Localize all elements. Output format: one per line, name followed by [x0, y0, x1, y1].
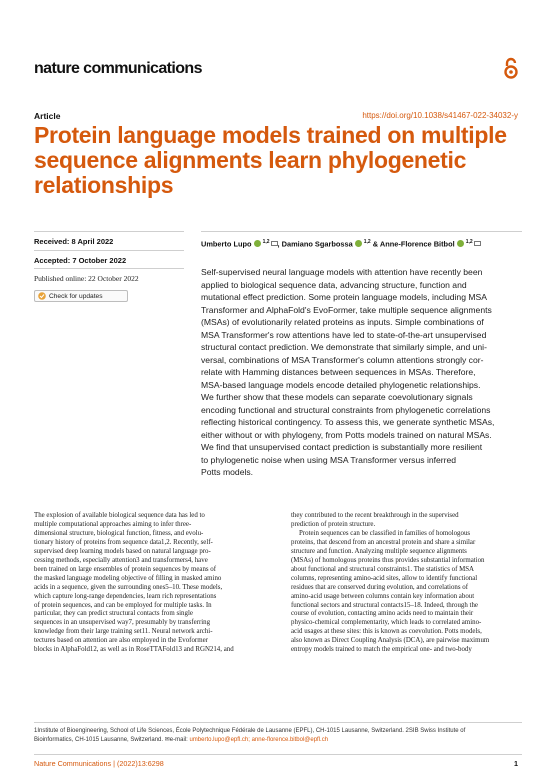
body-line: amino-acid usage between columns contain key information about — [291, 592, 475, 600]
affiliation-superscript: 1,2 — [465, 239, 473, 245]
abstract-line: reflecting historical contingency. To assess this, we generate synthetic MSAs, — [201, 417, 495, 427]
abstract — [201, 266, 521, 479]
abstract-line: Transformer and AlphaFold's EvoFormer, take multiple sequence alignments — [201, 304, 492, 315]
abstract-line: versal, combinations of MSA Transformer's column attentions strongly cor- — [201, 354, 484, 365]
envelope-icon: ✉ — [164, 736, 170, 743]
body-line: columns, representing amino-acid sites, allow to identify functional — [291, 574, 478, 582]
abstract-line: encoding functional and structural constraints from phylogenetic correlations — [201, 404, 491, 415]
abstract-line: MSA Transformer's row attentions have led to state-of-the-art unsupervised — [201, 329, 487, 340]
footnote-line: 1Institute of Bioengineering, School of Life Sciences, École Polytechnique Fédérale de Lausanne (EPFL), CH-1015 Lausanne, Switzerland. 2SIB Swiss Institute of — [34, 728, 466, 734]
title-line: Protein language models trained on multiple — [34, 122, 507, 148]
received-date: Received: 8 April 2022 — [34, 237, 114, 246]
article-type-label: Article — [34, 111, 61, 121]
body-line: cessing methods, especially attention3 and transformers4, have — [34, 556, 208, 564]
body-line: about functional and structural constraints1. The statistics of MSA — [291, 565, 475, 573]
affiliation-superscript: 1,2 — [262, 239, 270, 245]
body-line: supervised deep learning models based on natural language pro- — [34, 547, 211, 555]
doi-link[interactable]: https://doi.org/10.1038/s41467-022-34032-y — [362, 111, 518, 120]
author-name[interactable]: Umberto Lupo — [201, 239, 252, 249]
title-line: sequence alignments learn phylogenetic — [34, 147, 467, 173]
divider — [34, 722, 522, 723]
check-updates-icon — [38, 292, 46, 300]
body-line: acid usages at these sites: this is known as coevolution. Potts models, — [291, 628, 482, 636]
body-line: Protein sequences can be classified in families of homologous — [299, 529, 471, 537]
affiliation-footnote — [34, 727, 522, 744]
divider — [201, 231, 522, 232]
body-line: sequences in an unsupervised way7, presumably by transferring — [34, 619, 211, 627]
body-line: they contributed to the recent breakthrough in the supervised — [291, 512, 459, 519]
abstract-line: Potts models. — [201, 467, 254, 477]
abstract-line: MSA-based language models encode detailed phylogenetic relationships. — [201, 379, 481, 390]
open-access-icon — [503, 57, 519, 81]
body-line: tionary history of proteins from sequence data1,2. Recently, self- — [34, 538, 213, 546]
article-title — [34, 123, 524, 198]
body-line: acids in a sequence, given the surrounding ones5–10. These models, — [34, 583, 223, 591]
divider — [34, 231, 184, 232]
abstract-line: (MSAs) of evolutionarily related proteins as inputs. Simple combinations of — [201, 317, 484, 327]
body-line: dimensional structure, biological function, fitness, and evolu- — [34, 529, 204, 537]
body-line: multiple computational approaches aiming to infer three- — [34, 520, 192, 528]
body-line: tectures based on attention are also employed in the Evoformer — [34, 637, 208, 645]
page-number: 1 — [514, 759, 518, 768]
email-icon[interactable] — [271, 239, 280, 249]
body-line: prediction of protein structure. — [291, 520, 376, 528]
author-name[interactable]: Damiano Sgarbossa — [281, 239, 353, 249]
body-line: of protein sequences, and can be employed for multiple tasks. In — [34, 601, 212, 609]
affiliation-superscript: 1,2 — [363, 239, 371, 245]
orcid-icon[interactable] — [355, 240, 362, 247]
body-line: also known as Direct Coupling Analysis (DCA), are pairwise maximum — [291, 637, 490, 645]
divider — [34, 268, 184, 269]
abstract-line: We further show that these models can separate coevolutionary signals — [201, 392, 473, 402]
body-line: knowledge from their large training set11. Neural network archi- — [34, 628, 213, 636]
author-separator: & — [372, 239, 379, 249]
body-line: course of evolution, contacting amino acids need to maintain their — [291, 610, 474, 618]
body-line: been trained on large ensembles of protein sequences by means of — [34, 565, 217, 573]
abstract-line: mutational effect prediction. Some protein language models, including MSA — [201, 292, 487, 302]
abstract-line: applied to biological sequence data, advancing structure, function and — [201, 279, 467, 290]
orcid-icon[interactable] — [457, 240, 464, 247]
author-name[interactable]: Anne-Florence Bitbol — [379, 239, 455, 249]
body-column-left — [34, 512, 264, 655]
body-line: physico-chemical complementarity, which leads to correlated amino- — [291, 619, 482, 627]
author-separator: , — [277, 239, 280, 249]
email-label: e-mail: — [169, 736, 188, 743]
body-line: entropy models trained to match the empirical one- and two-body — [291, 646, 472, 654]
abstract-line: We find that unsupervised contact prediction is substantially more resilient — [201, 442, 483, 452]
journal-masthead: nature communications — [34, 60, 202, 77]
body-line: particular, they can predict structural contacts from single — [34, 610, 193, 618]
author-list — [201, 239, 481, 248]
email-links[interactable]: umberto.lupo@epfl.ch; anne-florence.bitbol@epfl.ch — [189, 736, 329, 743]
body-line: structure and function. Analyzing multiple sequence alignments — [291, 547, 467, 555]
email-icon[interactable] — [474, 241, 481, 246]
abstract-line: either without or with phylogeny, from Potts models trained on natural MSAs. — [201, 429, 492, 440]
footer-citation: Nature Communications | (2022)13:6298 — [34, 759, 164, 768]
body-line: which capture long-range dependencies, learn rich representations — [34, 592, 217, 600]
divider — [34, 250, 184, 251]
abstract-line: relate with Hamming distances between sequences in MSAs. Therefore, — [201, 367, 476, 377]
body-line: blocks in AlphaFold12, as well as in RoseTTAFold13 and RGN214, and — [34, 646, 234, 654]
abstract-line: to phylogenetic noise when using MSA Transformer versus inferred — [201, 454, 457, 465]
body-column-right — [291, 512, 521, 655]
divider — [34, 754, 522, 755]
orcid-icon[interactable] — [254, 240, 261, 247]
check-updates-label: Check for updates — [49, 292, 103, 300]
abstract-line: Self-supervised neural language models with attention have recently been — [201, 267, 483, 277]
footnote-line — [34, 736, 522, 745]
check-for-updates-button[interactable] — [34, 290, 128, 302]
body-line: (MSAs) of homologous proteins thus provides substantial information — [291, 556, 485, 564]
body-line: The explosion of available biological sequence data has led to — [34, 512, 205, 519]
accepted-date: Accepted: 7 October 2022 — [34, 256, 127, 265]
body-line: residues that are conserved during evolution, and correlations of — [291, 583, 468, 591]
footnote-text: Bioinformatics, CH-1015 Lausanne, Switzerland. — [34, 736, 164, 743]
published-date: Published online: 22 October 2022 — [34, 274, 139, 283]
abstract-line: structural contact prediction. We demonstrate that similarly simple, and uni- — [201, 342, 487, 352]
body-line: proteins, that descend from an ancestral protein and share a similar — [291, 538, 476, 546]
body-line: the masked language modeling objective of filling in masked amino — [34, 574, 222, 582]
body-line: functional sectors and structural contacts15–18. Indeed, through the — [291, 601, 478, 609]
title-line: relationships — [34, 172, 174, 198]
